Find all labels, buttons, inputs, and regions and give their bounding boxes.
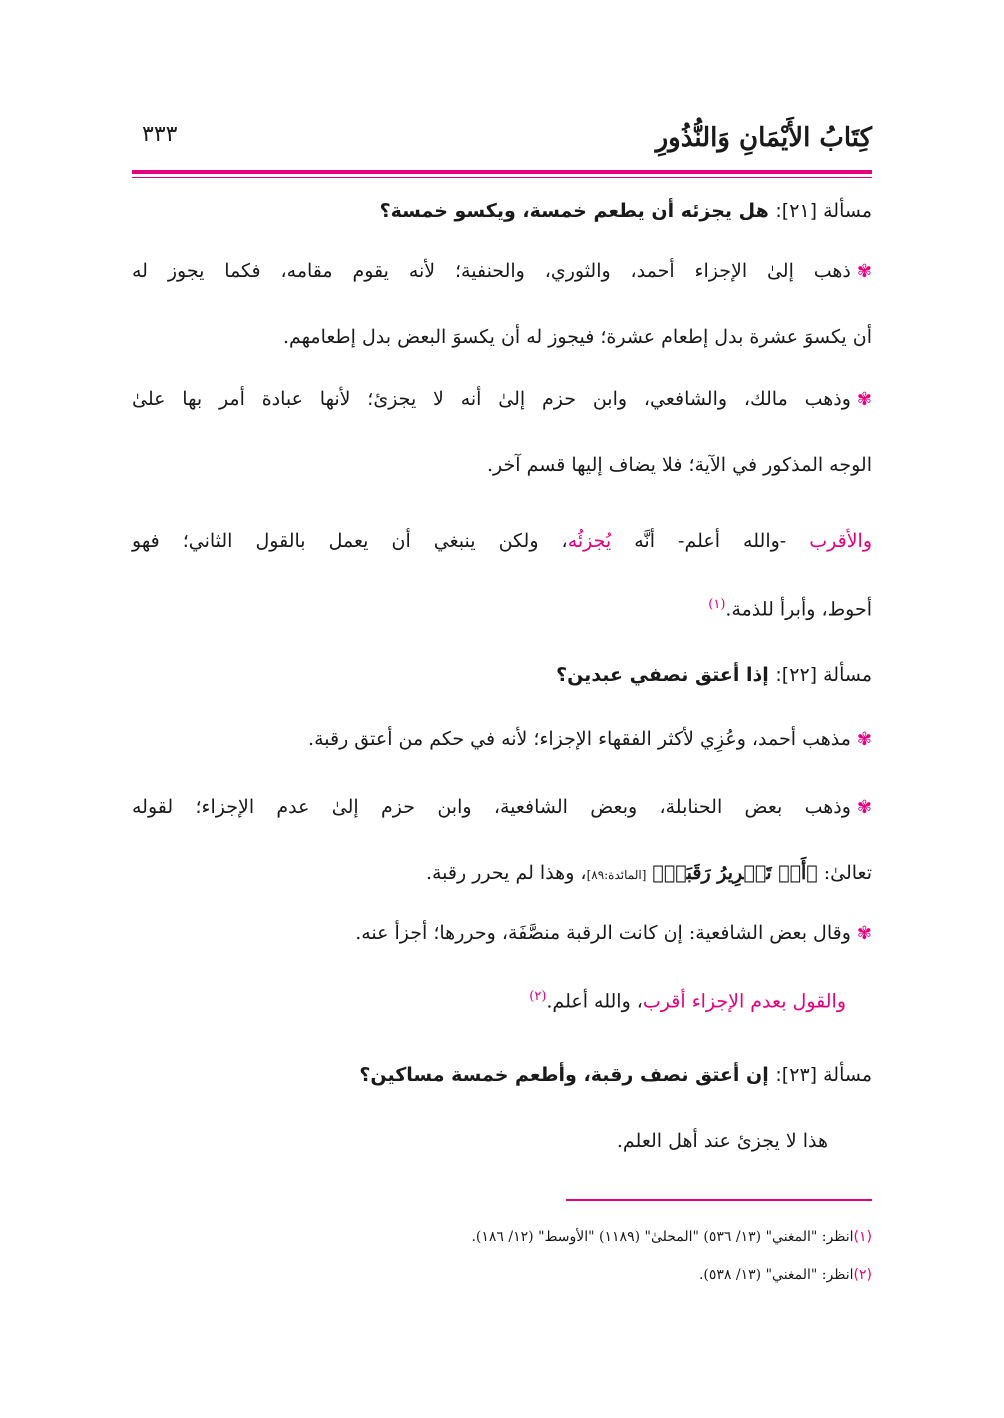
question-21-title: هل يجزئه أن يطعم خمسة، ويكسو خمسة؟: [379, 200, 769, 222]
footnote-ref-2[interactable]: (٢): [529, 989, 547, 1004]
q21-para2-text: وذهب مالك، والشافعي، وابن حزم إلىٰ أنه لا يجزئ؛ لأنها عبادة أمر بها علىٰ: [132, 388, 851, 410]
verse-reference: [المائدة:٨٩]: [586, 868, 647, 882]
q22-conclusion-rest: ، والله أعلم.: [546, 990, 643, 1013]
q21-conclusion-rest: ، ولكن ينبغي أن يعمل بالقول الثاني؛ فهو: [132, 530, 568, 552]
question-21-label: مسألة [٢١]:: [775, 200, 872, 222]
q21-conclusion-highlight: يُجزئُه: [567, 530, 612, 552]
footnote-ref-1[interactable]: (١): [708, 597, 726, 612]
question-21-heading: [380, 196, 872, 226]
q22-para2-line2-rest: ، وهذا لم يحرر رقبة.: [425, 862, 587, 884]
question-22-heading: [556, 660, 872, 690]
q21-para1-line2: أن يكسوَ عشرة بدل إطعام عشرة؛ فيجوز له أن يكسوَ البعض بدل إطعامهم.: [282, 326, 872, 348]
q21-para1-line1: [132, 256, 872, 287]
q21-conclusion-lead: والأقرب: [809, 530, 872, 552]
flower-bullet-icon: ✾: [856, 389, 872, 410]
footnote-2: [699, 1264, 872, 1286]
question-23-heading: [359, 1060, 872, 1090]
question-23-title: إن أعتق نصف رقبة، وأطعم خمسة مساكين؟: [359, 1064, 769, 1086]
running-header: [132, 118, 872, 178]
q22-para1: [308, 724, 872, 755]
footnote-1: [471, 1226, 872, 1248]
q22-para2-line1: [132, 792, 872, 823]
q22-para1-text: مذهب أحمد، وعُزِي لأكثر الفقهاء الإجزاء؛ لأنه في حكم من أعتق رقبة.: [308, 728, 851, 750]
q21-para2-line2: الوجه المذكور في الآية؛ فلا يضاف إليها قسم آخر.: [487, 454, 872, 476]
header-rule-thin: [132, 177, 872, 178]
q22-verse-intro: تعالىٰ:: [817, 862, 872, 884]
flower-bullet-icon: ✾: [856, 729, 872, 750]
question-22-label: مسألة [٢٢]:: [775, 664, 872, 686]
q22-para2-text: وذهب بعض الحنابلة، وبعض الشافعية، وابن حزم إلىٰ عدم الإجزاء؛ لقوله: [132, 796, 851, 818]
quran-verse: ﴿أَوۡ تَحۡرِيرُ رَقَبَةٖ﴾: [652, 862, 818, 884]
flower-bullet-icon: ✾: [856, 261, 872, 282]
q21-conclusion-line1: [132, 526, 872, 556]
flower-bullet-icon: ✾: [856, 923, 872, 944]
q22-conclusion-highlight: والقول بعدم الإجزاء أقرب: [642, 990, 846, 1013]
q22-para3: [355, 918, 872, 949]
question-22-title: إذا أعتق نصفي عبدين؟: [556, 664, 769, 686]
q23-para1: هذا لا يجزئ عند أهل العلم.: [616, 1130, 828, 1152]
q21-conclusion-line2: [708, 590, 872, 624]
q22-para2-line2: [426, 858, 872, 890]
flower-bullet-icon: ✾: [856, 797, 872, 818]
q21-conclusion-mid: -والله أعلم- أنَّه: [611, 530, 810, 552]
q22-para3-text: وقال بعض الشافعية: إن كانت الرقبة منصَّفَة، وحررها؛ أجزأ عنه.: [355, 922, 851, 944]
q21-conclusion-line2-text: أحوط، وأبرأ للذمة.: [725, 598, 872, 621]
book-title: كِتَابُ الأَيْمَانِ وَالنُّذُورِ: [655, 123, 872, 153]
header-rule-thick: [132, 170, 872, 174]
footnote-1-mark: (١): [853, 1229, 872, 1245]
footnote-1-text: انظر: "المغني" (١٣/ ٥٣٦) "المحلىٰ" (١١٨٩) "الأوسط" (١٢/ ١٨٦).: [471, 1229, 854, 1245]
q22-conclusion: [529, 982, 846, 1016]
question-23-label: مسألة [٢٣]:: [775, 1064, 872, 1086]
page-number: ٣٣٣: [142, 122, 178, 147]
q21-para1-text: ذهب إلىٰ الإجزاء أحمد، والثوري، والحنفية؛ لأنه يقوم مقامه، فكما يجوز له: [132, 260, 851, 282]
footnote-2-text: انظر: "المغني" (١٣/ ٥٣٨).: [698, 1267, 854, 1283]
q21-para2-line1: [132, 384, 872, 415]
footnote-separator: [566, 1199, 872, 1201]
footnote-2-mark: (٢): [853, 1267, 872, 1283]
